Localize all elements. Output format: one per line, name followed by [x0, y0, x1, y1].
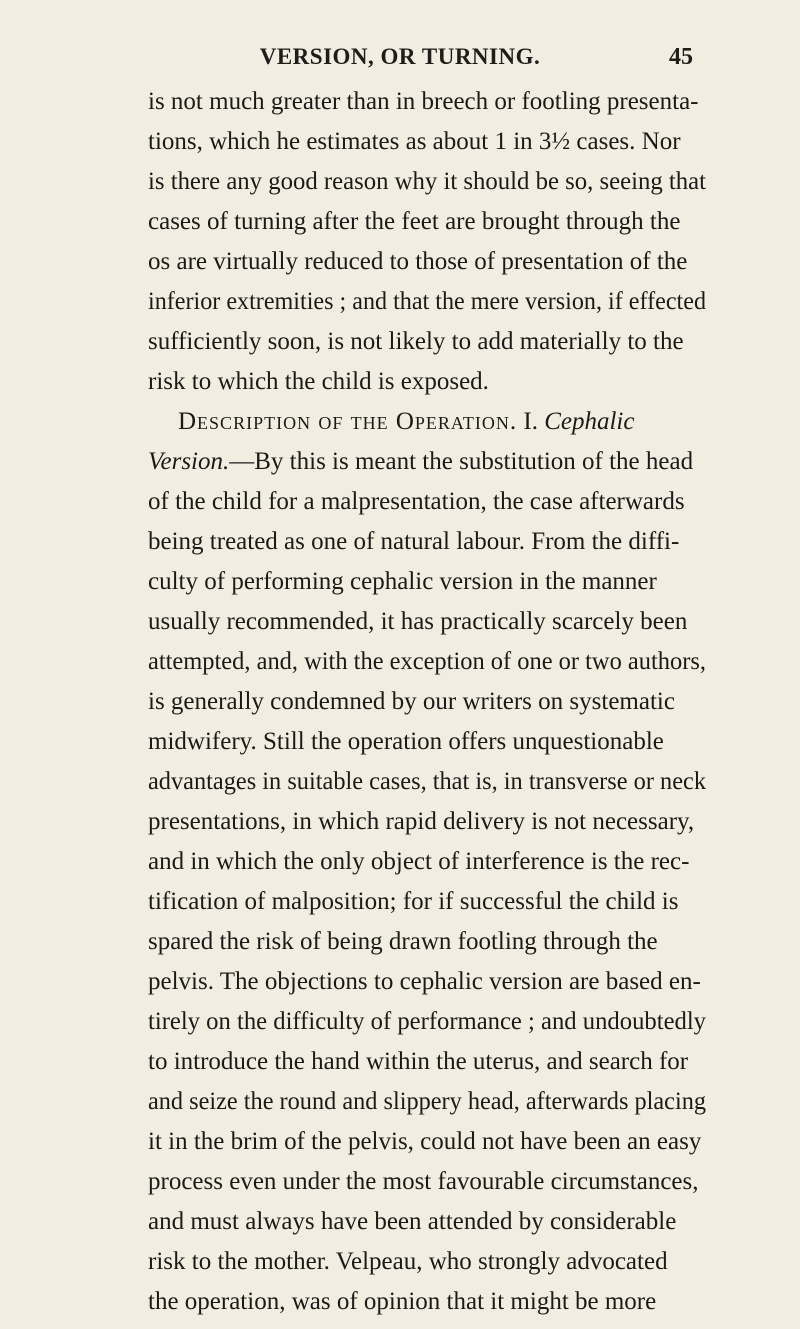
section-heading: Description of the Operation. [178, 408, 518, 435]
text-line: pelvis. The objections to cephalic version are based en- [148, 968, 701, 995]
text-line: and seize the round and slippery head, afterwards placing [148, 1088, 706, 1115]
text-line: tification of malposition; for if successful the child is [148, 888, 679, 915]
text-line: usually recommended, it has practically scarcely been [148, 608, 688, 635]
text-line: and must always have been attended by considerable [148, 1208, 677, 1235]
section-heading-line [0, 402, 800, 442]
text-line: presentations, in which rapid delivery is not necessary, [148, 808, 695, 835]
text-line: tirely on the difficulty of performance ; and undoubtedly [148, 1008, 706, 1035]
text-line: Version.—By this is meant the substitution of the head [148, 448, 694, 475]
text-line: it in the brim of the pelvis, could not have been an easy [148, 1128, 702, 1155]
section-number: I. [523, 408, 538, 435]
text-line: cases of turning after the feet are brought through the [148, 208, 681, 235]
text-line: of the child for a malpresentation, the case afterwards [148, 488, 685, 515]
text-line: the operation, was of opinion that it might be more [148, 1288, 657, 1315]
text-line: inferior extremities ; and that the mere version, if effected [148, 288, 706, 315]
section-title: Cephalic [544, 408, 635, 435]
text-line: os are virtually reduced to those of presentation of the [148, 248, 688, 275]
text-line: midwifery. Still the operation offers unquestionable [148, 728, 664, 755]
page-number: 45 [669, 44, 693, 70]
text-line: is not much greater than in breech or footling presenta- [148, 88, 699, 115]
section-title-continued: Version. [148, 448, 230, 475]
text-line: risk to the mother. Velpeau, who strongly advocated [148, 1248, 668, 1275]
text-line: sufficiently soon, is not likely to add materially to the [148, 328, 684, 355]
text-line: advantages in suitable cases, that is, in transverse or neck [148, 768, 706, 795]
text-line: being treated as one of natural labour. From the diffi- [148, 528, 680, 555]
text-line: to introduce the hand within the uterus, and search for [148, 1048, 689, 1075]
running-head: VERSION, OR TURNING. [259, 44, 541, 69]
text-line: process even under the most favourable circumstances, [148, 1168, 699, 1195]
text-line: and in which the only object of interference is the rec- [148, 848, 690, 875]
text-line: tions, which he estimates as about 1 in 3½ cases. Nor [148, 128, 681, 155]
text-line: is there any good reason why it should be so, seeing that [148, 168, 706, 195]
text-line: is generally condemned by our writers on systematic [148, 688, 675, 715]
text-line: spared the risk of being drawn footling through the [148, 928, 658, 955]
text-line: culty of performing cephalic version in the manner [148, 568, 657, 595]
text-line: attempted, and, with the exception of one or two authors, [148, 648, 706, 675]
text-line: risk to which the child is exposed. [148, 368, 489, 395]
